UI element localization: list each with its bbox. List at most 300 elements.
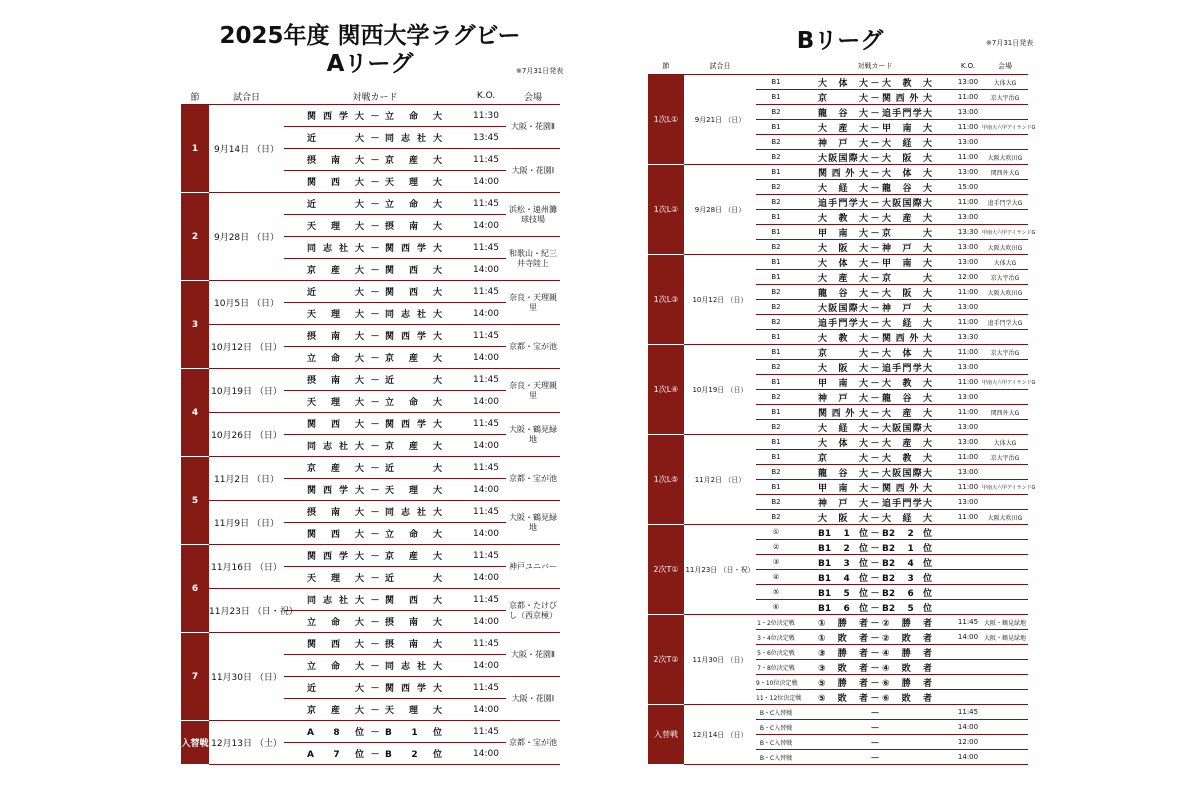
venue: 京都・たけびし（西京極）: [506, 589, 560, 633]
match-card: [796, 285, 954, 300]
away-team: 大教大: [882, 378, 932, 389]
venue: [982, 525, 1028, 540]
match-date: 10月12日 （日）: [684, 255, 756, 345]
kickoff-time: [954, 525, 982, 540]
match-tag: B2: [756, 420, 796, 435]
match-tag: B1: [756, 345, 796, 360]
home-team: 立命大: [307, 662, 365, 672]
home-team: 大経大: [818, 423, 868, 434]
vs-dash: －: [870, 438, 880, 449]
kickoff-time: 13:00: [954, 210, 982, 225]
match-card: [796, 195, 954, 210]
kickoff-time: 14:00: [954, 630, 982, 645]
match-card: [796, 750, 954, 765]
venue: [982, 645, 1028, 660]
home-team: 京大: [818, 93, 868, 104]
kickoff-time: 13:00: [954, 240, 982, 255]
match-card: [284, 105, 466, 127]
match-date: 11月30日 （日）: [209, 633, 284, 721]
round-label: 2: [181, 193, 209, 281]
kickoff-time: 11:45: [466, 721, 506, 743]
venue: [982, 600, 1028, 615]
vs-dash: －: [370, 706, 380, 716]
header-blank: [756, 58, 796, 75]
vs-dash: －: [370, 222, 380, 232]
kickoff-time: 11:45: [466, 325, 506, 347]
home-team: A 8位: [307, 728, 365, 738]
match-card: [284, 237, 466, 259]
match-card: [284, 545, 466, 567]
table-row: [181, 413, 560, 435]
home-team: 龍谷大: [818, 288, 868, 299]
away-team: 神戸大: [882, 243, 932, 254]
match-card: [796, 120, 954, 135]
kickoff-time: 11:00: [954, 150, 982, 165]
match-tag: B・C入替戦: [756, 735, 796, 750]
home-team: 大体大: [818, 258, 868, 269]
home-team: 天理大: [307, 310, 365, 320]
vs-dash: －: [370, 178, 380, 188]
match-card: [284, 589, 466, 611]
kickoff-time: 13:45: [466, 127, 506, 149]
away-team: 立命大: [385, 530, 443, 540]
match-card: [284, 281, 466, 303]
venue: [982, 690, 1028, 705]
match-card: [796, 690, 954, 705]
kickoff-time: 14:00: [466, 655, 506, 677]
match-card: [796, 360, 954, 375]
vs-dash: －: [870, 108, 880, 119]
away-team: 大経大: [882, 513, 932, 524]
away-team: 天理大: [385, 486, 443, 496]
home-team: B1 1位: [818, 528, 868, 539]
kickoff-time: 15:00: [954, 180, 982, 195]
home-team: B1 4位: [818, 573, 868, 584]
home-team: B1 2位: [818, 543, 868, 554]
kickoff-time: 13:00: [954, 105, 982, 120]
vs-dash: －: [870, 513, 880, 524]
venue: 甲南大六甲アイランドG: [982, 480, 1028, 495]
match-card: [796, 480, 954, 495]
vs-dash: －: [870, 258, 880, 269]
table-row: [181, 457, 560, 479]
away-team: B2 1位: [882, 543, 932, 554]
round-label: 1次L⑤: [648, 435, 684, 525]
match-tag: B・C入替戦: [756, 750, 796, 765]
league-b-header-row: [648, 58, 1028, 75]
vs-dash: －: [870, 228, 880, 239]
kickoff-time: [954, 540, 982, 555]
venue: 京大宇治G: [982, 450, 1028, 465]
vs-dash: －: [870, 468, 880, 479]
match-card: [284, 347, 466, 369]
vs-dash: －: [870, 213, 880, 224]
match-date: 9月28日 （日）: [684, 165, 756, 255]
match-card: [796, 135, 954, 150]
match-tag: B2: [756, 105, 796, 120]
vs-dash: －: [870, 558, 880, 569]
league-a-title: [200, 22, 540, 78]
match-card: [796, 90, 954, 105]
venue: 奈良・天理親里: [506, 281, 560, 325]
match-card: [284, 127, 466, 149]
match-tag: B2: [756, 390, 796, 405]
away-team: 大教大: [882, 453, 932, 464]
match-date: 9月28日 （日）: [209, 193, 284, 281]
venue: 大阪・鶴見緑地: [506, 501, 560, 545]
match-card: [284, 303, 466, 325]
vs-dash: －: [870, 423, 880, 434]
home-team: 関西大: [307, 530, 365, 540]
vs-dash: －: [870, 708, 880, 719]
round-label: 1次L④: [648, 345, 684, 435]
vs-dash: －: [870, 153, 880, 164]
venue: [982, 300, 1028, 315]
round-label: 6: [181, 545, 209, 633]
venue: [982, 720, 1028, 735]
vs-dash: －: [870, 393, 880, 404]
vs-dash: －: [370, 508, 380, 518]
home-team: 摂南大: [307, 156, 365, 166]
match-card: [284, 369, 466, 391]
away-team: 追手門学大: [882, 498, 932, 509]
vs-dash: －: [870, 333, 880, 344]
match-card: [796, 375, 954, 390]
kickoff-time: 14:00: [954, 750, 982, 765]
home-team: 大経大: [818, 183, 868, 194]
away-team: 大阪大: [882, 153, 932, 164]
match-card: [284, 259, 466, 281]
home-team: 摂南大: [307, 508, 365, 518]
venue: [982, 495, 1028, 510]
away-team: 大阪国際大: [882, 198, 932, 209]
kickoff-time: 13:00: [954, 135, 982, 150]
round-label: 3: [181, 281, 209, 369]
away-team: 関西外大: [882, 483, 932, 494]
vs-dash: －: [870, 738, 880, 749]
match-card: [284, 325, 466, 347]
kickoff-time: 13:00: [954, 360, 982, 375]
header-date: 試合日: [209, 88, 284, 105]
match-card: [796, 105, 954, 120]
vs-dash: －: [370, 662, 380, 672]
kickoff-time: 11:00: [954, 90, 982, 105]
away-team: 追手門学大: [882, 363, 932, 374]
match-tag: B・C入替戦: [756, 705, 796, 720]
venue: [982, 540, 1028, 555]
match-card: [284, 523, 466, 545]
home-team: 関西学大: [307, 552, 365, 562]
kickoff-time: 14:00: [466, 523, 506, 545]
away-team: 大阪国際大: [882, 468, 932, 479]
table-row: [648, 345, 1028, 360]
home-team: B1 5位: [818, 588, 868, 599]
vs-dash: －: [370, 332, 380, 342]
match-card: [284, 479, 466, 501]
match-card: [284, 457, 466, 479]
venue: 大阪・鶴見緑地: [982, 615, 1028, 630]
vs-dash: －: [870, 693, 880, 704]
venue: 京都・宝が池: [506, 457, 560, 501]
kickoff-time: 13:00: [954, 495, 982, 510]
kickoff-time: 11:00: [954, 480, 982, 495]
vs-dash: －: [370, 420, 380, 430]
match-tag: B2: [756, 465, 796, 480]
away-team: 天理大: [385, 706, 443, 716]
kickoff-time: 13:00: [954, 165, 982, 180]
venue: [982, 750, 1028, 765]
venue: [982, 330, 1028, 345]
match-card: [796, 345, 954, 360]
away-team: 京大: [882, 228, 932, 239]
kickoff-time: 11:00: [954, 120, 982, 135]
vs-dash: －: [870, 78, 880, 89]
venue: 大阪・鶴見緑地: [982, 630, 1028, 645]
away-team: 関西大: [385, 596, 443, 606]
venue: 大阪大吹田G: [982, 240, 1028, 255]
kickoff-time: 11:45: [466, 369, 506, 391]
home-team: 神戸大: [818, 138, 868, 149]
match-tag: B1: [756, 375, 796, 390]
home-team: 京産大: [307, 464, 365, 474]
venue: 大阪大吹田G: [982, 510, 1028, 525]
home-team: ③勝者: [818, 648, 868, 659]
match-card: [796, 450, 954, 465]
venue: 大阪・鶴見緑地: [506, 413, 560, 457]
home-team: 天理大: [307, 222, 365, 232]
vs-dash: －: [870, 123, 880, 134]
header-round: 節: [181, 88, 209, 105]
vs-dash: －: [870, 273, 880, 284]
home-team: 神戸大: [818, 393, 868, 404]
vs-dash: －: [370, 464, 380, 474]
kickoff-time: 13:00: [954, 255, 982, 270]
vs-dash: －: [870, 318, 880, 329]
match-card: [284, 391, 466, 413]
away-team: 近大: [385, 574, 443, 584]
away-team: 同志社大: [385, 508, 443, 518]
kickoff-time: 11:45: [466, 457, 506, 479]
home-team: 同志社大: [307, 244, 365, 254]
home-team: ①敗者: [818, 633, 868, 644]
kickoff-time: 14:00: [466, 391, 506, 413]
match-card: [284, 413, 466, 435]
home-team: 大産大: [818, 273, 868, 284]
away-team: 京産大: [385, 442, 443, 452]
match-card: [284, 721, 466, 743]
home-team: 神戸大: [818, 498, 868, 509]
match-card: [284, 215, 466, 237]
match-date: 11月23日 （日・祝）: [209, 589, 284, 633]
home-team: 京大: [818, 348, 868, 359]
match-tag: ④: [756, 570, 796, 585]
venue: 京大宇治G: [982, 90, 1028, 105]
venue: 奈良・天理親里: [506, 369, 560, 413]
match-tag: ⑥: [756, 600, 796, 615]
vs-dash: －: [870, 603, 880, 614]
vs-dash: －: [370, 112, 380, 122]
match-date: 9月21日 （日）: [684, 75, 756, 165]
away-team: 龍谷大: [882, 393, 932, 404]
venue: 京大宇治G: [982, 345, 1028, 360]
venue: 和歌山・紀三井寺陸上: [506, 237, 560, 281]
kickoff-time: 11:45: [466, 545, 506, 567]
vs-dash: －: [370, 134, 380, 144]
match-card: [796, 255, 954, 270]
away-team: 摂南大: [385, 222, 443, 232]
table-row: [181, 325, 560, 347]
away-team: ④勝者: [882, 648, 932, 659]
kickoff-time: 11:45: [466, 413, 506, 435]
away-team: 大産大: [882, 438, 932, 449]
away-team: 摂南大: [385, 618, 443, 628]
league-b-schedule: [648, 58, 1036, 765]
home-team: 近大: [307, 134, 365, 144]
home-team: 同志社大: [307, 442, 365, 452]
vs-dash: －: [870, 243, 880, 254]
away-team: 関西学大: [385, 684, 443, 694]
away-team: 大阪大: [882, 288, 932, 299]
match-card: [796, 570, 954, 585]
vs-dash: －: [870, 363, 880, 374]
venue: [982, 180, 1028, 195]
match-card: [796, 165, 954, 180]
vs-dash: －: [370, 640, 380, 650]
match-tag: 1・2位決定戦: [756, 615, 796, 630]
home-team: 京大: [818, 453, 868, 464]
home-team: 甲南大: [818, 378, 868, 389]
home-team: ⑤勝者: [818, 678, 868, 689]
match-card: [284, 567, 466, 589]
kickoff-time: 11:45: [466, 149, 506, 171]
venue: [982, 465, 1028, 480]
match-card: [796, 465, 954, 480]
venue: [982, 105, 1028, 120]
kickoff-time: [954, 555, 982, 570]
away-team: 関西大: [385, 266, 443, 276]
home-team: 関西学大: [307, 112, 365, 122]
home-team: 大体大: [818, 438, 868, 449]
home-team: 甲南大: [818, 483, 868, 494]
home-team: 京産大: [307, 266, 365, 276]
match-tag: ②: [756, 540, 796, 555]
match-tag: B1: [756, 270, 796, 285]
round-label: 7: [181, 633, 209, 721]
kickoff-time: 13:00: [954, 390, 982, 405]
kickoff-time: 11:00: [954, 375, 982, 390]
home-team: 近大: [307, 288, 365, 298]
vs-dash: －: [870, 588, 880, 599]
table-row: [181, 633, 560, 655]
match-tag: B1: [756, 90, 796, 105]
home-team: 大教大: [818, 333, 868, 344]
away-team: 立命大: [385, 398, 443, 408]
venue: [982, 360, 1028, 375]
match-tag: ③: [756, 555, 796, 570]
venue: 大阪・花園Ⅰ: [506, 149, 560, 193]
away-team: 同志社大: [385, 662, 443, 672]
header-venue: 会場: [506, 88, 560, 105]
kickoff-time: 14:00: [466, 171, 506, 193]
kickoff-time: 13:00: [954, 420, 982, 435]
away-team: 立命大: [385, 112, 443, 122]
vs-dash: －: [870, 348, 880, 359]
round-label: 1次L①: [648, 75, 684, 165]
venue: 大阪大吹田G: [982, 150, 1028, 165]
match-card: [796, 405, 954, 420]
vs-dash: －: [370, 156, 380, 166]
match-tag: B2: [756, 150, 796, 165]
header-venue: 会場: [982, 58, 1028, 75]
round-label: 入替戦: [648, 705, 684, 765]
match-date: 10月5日 （日）: [209, 281, 284, 325]
vs-dash: －: [370, 750, 380, 760]
match-tag: B2: [756, 315, 796, 330]
away-team: 同志社大: [385, 134, 443, 144]
header-card: 対戦カード: [284, 88, 466, 105]
kickoff-time: 11:00: [954, 315, 982, 330]
venue: [982, 675, 1028, 690]
match-tag: 11・12位決定戦: [756, 690, 796, 705]
match-date: 11月23日 （日・祝）: [684, 525, 756, 615]
away-team: 関西学大: [385, 332, 443, 342]
home-team: 大阪大: [818, 363, 868, 374]
table-row: [648, 75, 1028, 90]
match-tag: B2: [756, 285, 796, 300]
away-team: 関西大: [385, 288, 443, 298]
venue: [982, 390, 1028, 405]
away-team: ②勝者: [882, 618, 932, 629]
match-tag: B1: [756, 225, 796, 240]
away-team: B2 2位: [882, 528, 932, 539]
vs-dash: －: [870, 498, 880, 509]
match-card: [284, 655, 466, 677]
home-team: 大阪大: [818, 243, 868, 254]
match-card: [796, 660, 954, 675]
away-team: 甲南大: [882, 123, 932, 134]
match-card: [796, 330, 954, 345]
home-team: 関西大: [307, 640, 365, 650]
match-card: [796, 675, 954, 690]
match-date: 11月2日 （日）: [209, 457, 284, 501]
match-date: 11月30日 （日）: [684, 615, 756, 705]
table-row: [181, 369, 560, 391]
kickoff-time: [954, 690, 982, 705]
match-card: [796, 705, 954, 720]
match-tag: B1: [756, 435, 796, 450]
kickoff-time: 11:45: [466, 281, 506, 303]
venue: 浜松・遠州灘球技場: [506, 193, 560, 237]
match-card: [284, 149, 466, 171]
match-card: [796, 270, 954, 285]
table-row: [181, 589, 560, 611]
table-row: [648, 615, 1028, 630]
table-row: [181, 545, 560, 567]
match-tag: B1: [756, 480, 796, 495]
table-row: [181, 105, 560, 127]
away-team: 立命大: [385, 200, 443, 210]
kickoff-time: 13:00: [954, 465, 982, 480]
kickoff-time: 11:45: [466, 677, 506, 699]
kickoff-time: 14:00: [466, 435, 506, 457]
home-team: 天理大: [307, 574, 365, 584]
table-row: [648, 255, 1028, 270]
match-date: 10月12日 （日）: [209, 325, 284, 369]
match-card: [796, 315, 954, 330]
match-tag: B2: [756, 195, 796, 210]
match-tag: B2: [756, 510, 796, 525]
away-team: 大経大: [882, 318, 932, 329]
